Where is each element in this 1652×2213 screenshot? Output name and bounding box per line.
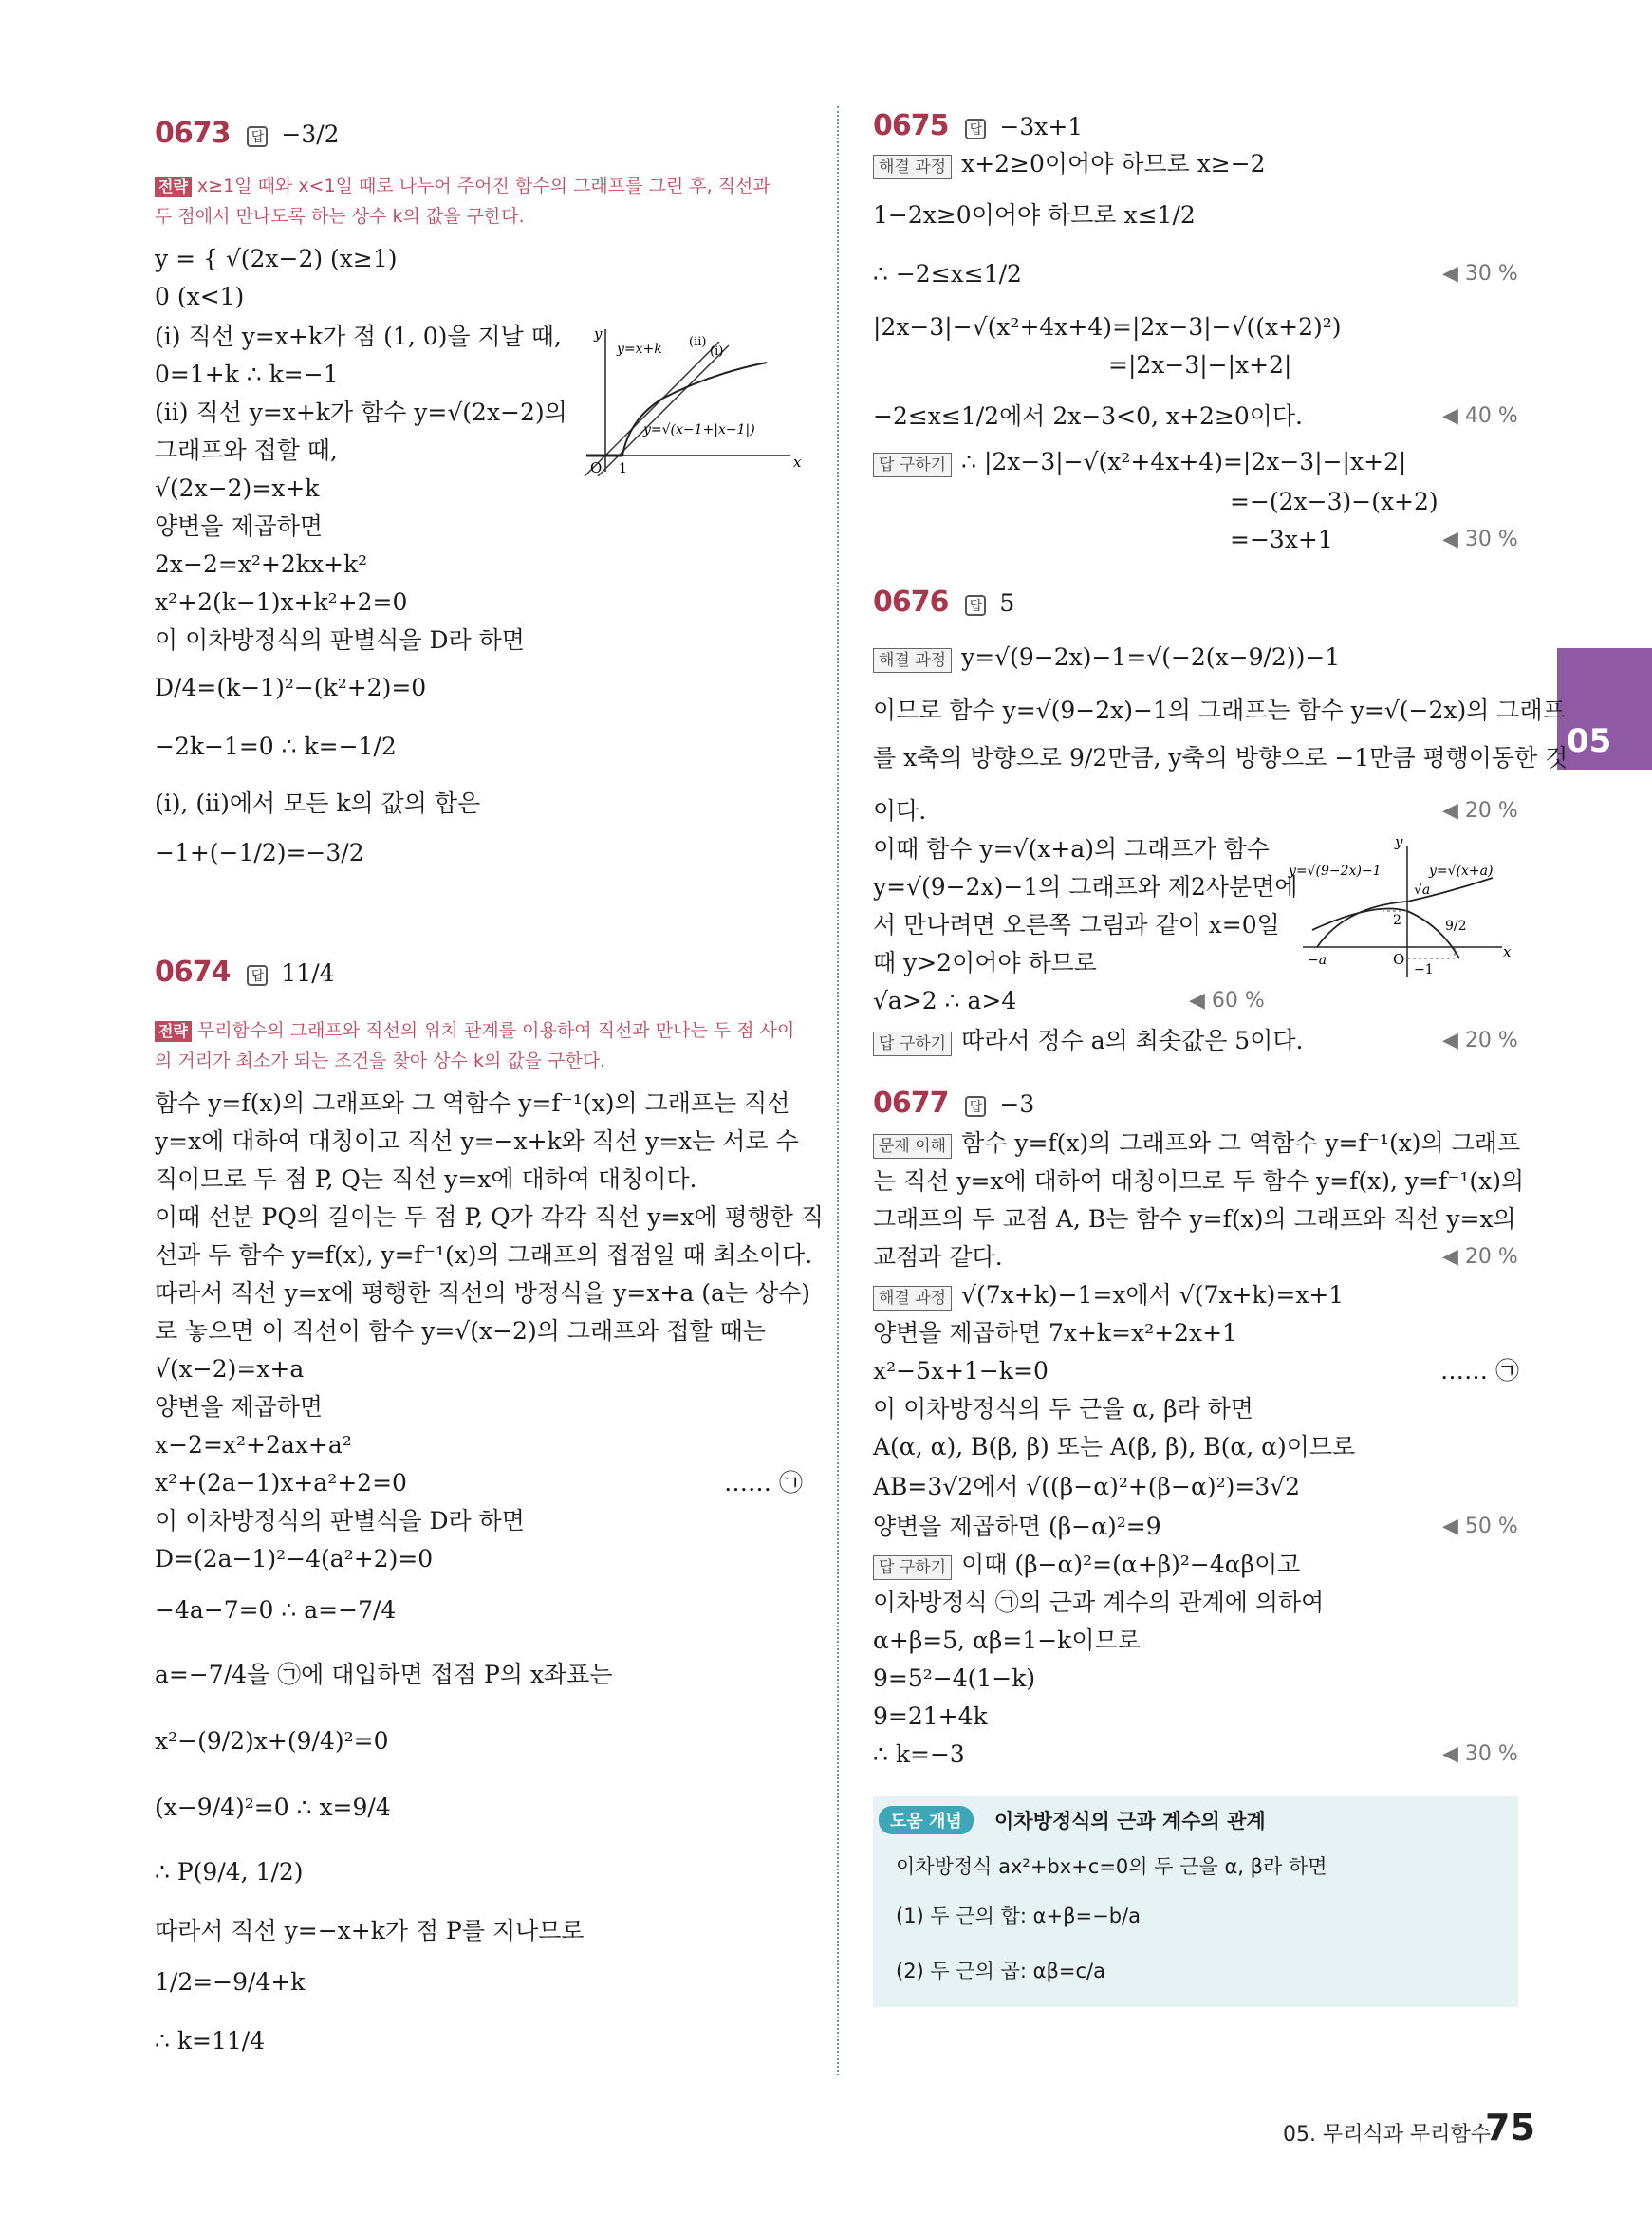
graph-0676 (1289, 835, 1516, 987)
strategy-tag: 전략 (155, 1021, 192, 1042)
graph-case-i: (i) (710, 344, 724, 359)
graph-curve1-label: y=√(9−2x)−1 (1289, 864, 1382, 879)
solution-line: 이 이차방정식의 판별식을 D라 하면 (155, 626, 525, 654)
solution-text: ∴ |2x−3|−√(x²+4x+4)=|2x−3|−|x+2| (961, 448, 1407, 475)
answer-icon: 답 (247, 965, 268, 986)
problem-number: 0676 (873, 586, 949, 619)
solution-line: D/4=(k−1)²−(k²+2)=0 (155, 674, 427, 701)
helper-item-product: (2) 두 근의 곱: αβ=c/a (896, 1960, 1105, 1982)
solution-line: x²−(9/2)x+(9/4)²=0 (155, 1727, 389, 1755)
solution-line: 2x−2=x²+2kx+k² (155, 550, 368, 578)
solution-line: 양변을 제곱하면 (155, 1393, 323, 1421)
solution-line (873, 1549, 1300, 1581)
stage-label: 답 구하기 (873, 1555, 952, 1580)
equation-marker: …… ㉠ (724, 1469, 803, 1497)
solution-line: 이차방정식 ㉠의 근과 계수의 관계에 의하여 (873, 1589, 1325, 1616)
solution-line: 직이므로 두 점 P, Q는 직선 y=x에 대하여 대칭이다. (155, 1165, 697, 1193)
solution-line: A(α, α), B(β, β) 또는 A(β, β), B(α, α)이므로 (873, 1433, 1356, 1460)
answer-icon: 답 (247, 126, 268, 147)
solution-line (873, 148, 1266, 180)
problem-number: 0675 (873, 109, 949, 142)
solution-line: 따라서 직선 y=x에 평행한 직선의 방정식을 y=x+a (a는 상수) (155, 1279, 811, 1307)
solution-line: ∴ −2≤x≤1/2 (873, 260, 1022, 288)
solution-line (873, 1279, 1344, 1311)
solution-line: 이때 함수 y=√(x+a)의 그래프가 함수 (873, 835, 1270, 863)
stage-label: 해결 과정 (873, 1286, 952, 1311)
graph-y-label: y (1395, 835, 1403, 850)
graph-0673 (577, 325, 809, 476)
score-badge: ◀ 40 % (1442, 404, 1518, 428)
answer-value: 5 (999, 589, 1015, 617)
sqrt-curve (622, 363, 767, 456)
solution-line: 그래프와 접할 때, (155, 437, 338, 464)
graph-x-label: x (793, 454, 802, 471)
solution-line: 선과 두 함수 y=f(x), y=f⁻¹(x)의 그래프의 접점일 때 최소이다. (155, 1241, 813, 1269)
solution-line: (ii) 직선 y=x+k가 함수 y=√(2x−2)의 (155, 399, 567, 426)
problem-0677-header (873, 1088, 1034, 1121)
solution-line: x²−5x+1−k=0 (873, 1357, 1049, 1385)
strategy-line: 두 점에서 만나도록 하는 상수 k의 값을 구한다. (155, 206, 525, 227)
solution-line: 서 만나려면 오른쪽 그림과 같이 x=0일 (873, 911, 1280, 939)
solution-line: 1/2=−9/4+k (155, 1968, 306, 1996)
solution-line: 이 이차방정식의 판별식을 D라 하면 (155, 1507, 525, 1534)
helper-intro: 이차방정식 ax²+bx+c=0의 두 근을 α, β라 하면 (896, 1855, 1327, 1878)
solution-line: √(2x−2)=x+k (155, 474, 320, 502)
graph-neg-a: −a (1308, 953, 1327, 968)
graph-curve-label: y=√(x−1+|x−1|) (643, 422, 755, 437)
solution-line: 따라서 직선 y=−x+k가 점 P를 지나므로 (155, 1917, 585, 1944)
solution-line: y = { √(2x−2) (x≥1) (155, 245, 398, 272)
solution-line: =−(2x−3)−(x+2) (1230, 488, 1439, 515)
graph-neg-one: −1 (1414, 962, 1434, 977)
answer-value: −3/2 (281, 121, 340, 148)
solution-line: 양변을 제곱하면 (155, 512, 323, 540)
solution-line: 함수 y=f(x)의 그래프와 그 역함수 y=f⁻¹(x)의 그래프는 직선 (155, 1089, 790, 1117)
graph-y-label: y (594, 325, 603, 343)
helper-tag: 도움 개념 (879, 1806, 974, 1834)
score-badge: ◀ 30 % (1442, 262, 1518, 286)
curve-sqrt-9-minus-2x (1312, 909, 1459, 959)
solution-line: 양변을 제곱하면 (β−α)²=9 (873, 1513, 1161, 1540)
score-badge: ◀ 20 % (1442, 1029, 1518, 1052)
stage-label: 답 구하기 (873, 1032, 952, 1056)
solution-text: 따라서 정수 a의 최솟값은 5이다. (961, 1027, 1304, 1054)
score-badge: ◀ 60 % (1189, 989, 1265, 1013)
helper-concept-box (873, 1796, 1518, 2007)
problem-number: 0674 (155, 956, 231, 989)
helper-item-sum: (1) 두 근의 합: α+β=−b/a (896, 1905, 1141, 1927)
solution-line: 이다. (873, 797, 927, 825)
problem-0673-header (155, 118, 340, 151)
score-badge: ◀ 30 % (1442, 1742, 1518, 1766)
footer-chapter: 05. 무리식과 무리함수 (1283, 2123, 1491, 2147)
score-badge: ◀ 20 % (1442, 799, 1518, 823)
graph-origin: O (1393, 951, 1405, 968)
page-number: 75 (1485, 2107, 1535, 2148)
graph-nine-half: 9/2 (1445, 919, 1467, 934)
strategy-tag: 전략 (155, 177, 192, 197)
graph-sqrt-a: √a (1414, 883, 1431, 898)
chapter-side-tab-label: 05 (1567, 722, 1612, 760)
solution-line: 로 놓으면 이 직선이 함수 y=√(x−2)의 그래프와 접할 때는 (155, 1317, 766, 1345)
solution-text: x+2≥0이어야 하므로 x≥−2 (961, 150, 1266, 177)
solution-line: D=(2a−1)²−4(a²+2)=0 (155, 1545, 434, 1572)
solution-line: 는 직선 y=x에 대하여 대칭이므로 두 함수 y=f(x), y=f⁻¹(x)의 (873, 1167, 1525, 1195)
solution-line: ∴ k=11/4 (155, 2027, 266, 2055)
solution-line: =|2x−3|−|x+2| (1108, 351, 1292, 379)
solution-line (873, 642, 1340, 674)
problem-0674-header (155, 957, 335, 990)
solution-line: =−3x+1 (1230, 526, 1333, 553)
answer-icon: 답 (965, 119, 986, 139)
solution-text: 이때 (β−α)²=(α+β)²−4αβ이고 (961, 1551, 1301, 1578)
solution-line: |2x−3|−√(x²+4x+4)=|2x−3|−√((x+2)²) (873, 313, 1342, 341)
solution-line: 9=5²−4(1−k) (873, 1664, 1036, 1692)
solution-line: 이 이차방정식의 두 근을 α, β라 하면 (873, 1395, 1253, 1423)
solution-line: 양변을 제곱하면 7x+k=x²+2x+1 (873, 1319, 1237, 1347)
solution-line: 이때 선분 PQ의 길이는 두 점 P, Q가 각각 직선 y=x에 평행한 직 (155, 1203, 825, 1231)
chapter-side-tab (1557, 648, 1652, 770)
curve-sqrt-x-plus-a (1317, 878, 1493, 947)
solution-line: (i), (ii)에서 모든 k의 값의 합은 (155, 790, 481, 817)
strategy-line (155, 171, 770, 201)
problem-0675-header (873, 110, 1083, 143)
solution-text: y=√(9−2x)−1=√(−2(x−9/2))−1 (961, 643, 1341, 671)
answer-value: 11/4 (281, 959, 335, 987)
solution-line: x−2=x²+2ax+a² (155, 1431, 352, 1459)
solution-line: 교점과 같다. (873, 1243, 1003, 1271)
strategy-text: 무리함수의 그래프와 직선의 위치 관계를 이용하여 직선과 만나는 두 점 사이 (196, 1020, 795, 1041)
solution-text: 함수 y=f(x)의 그래프와 그 역함수 y=f⁻¹(x)의 그래프 (961, 1129, 1521, 1157)
answer-icon: 답 (965, 1096, 986, 1117)
solution-line: −2≤x≤1/2에서 2x−3<0, x+2≥0이다. (873, 402, 1303, 430)
solution-line (873, 446, 1406, 478)
graph-two: 2 (1393, 913, 1401, 928)
solution-line: √a>2 ∴ a>4 (873, 987, 1017, 1014)
stage-label: 해결 과정 (873, 648, 952, 673)
solution-line: −4a−7=0 ∴ a=−7/4 (155, 1596, 397, 1624)
answer-icon: 답 (965, 595, 986, 616)
strategy-text: x≥1일 때와 x<1일 때로 나누어 주어진 함수의 그래프를 그린 후, 직선과 (196, 176, 770, 196)
strategy-line (155, 1015, 794, 1046)
solution-line: y=√(9−2x)−1의 그래프와 제2사분면에 (873, 873, 1298, 901)
solution-line: 를 x축의 방향으로 9/2만큼, y축의 방향으로 −1만큼 평행이동한 것 (873, 744, 1568, 772)
solution-line: ∴ P(9/4, 1/2) (155, 1858, 304, 1886)
graph-origin: O (590, 459, 603, 476)
solution-line: (i) 직선 y=x+k가 점 (1, 0)을 지날 때, (155, 323, 562, 350)
strategy-line: 의 거리가 최소가 되는 조건을 찾아 상수 k의 값을 구한다. (155, 1051, 606, 1071)
solution-line: 때 y>2이어야 하므로 (873, 949, 1097, 976)
solution-line: AB=3√2에서 √((β−α)²+(β−α)²)=3√2 (873, 1473, 1301, 1500)
stage-label: 문제 이해 (873, 1134, 952, 1159)
helper-title: 이차방정식의 근과 계수의 관계 (994, 1810, 1266, 1832)
graph-line-label: y=x+k (617, 342, 662, 357)
answer-value: −3 (999, 1090, 1035, 1118)
problem-number: 0673 (155, 117, 231, 150)
solution-line: (x−9/4)²=0 ∴ x=9/4 (155, 1794, 391, 1821)
score-badge: ◀ 20 % (1442, 1245, 1518, 1269)
solution-line: y=x에 대하여 대칭이고 직선 y=−x+k와 직선 y=x는 서로 수 (155, 1127, 799, 1155)
solution-line: ∴ k=−3 (873, 1740, 965, 1768)
solution-line: α+β=5, αβ=1−k이므로 (873, 1627, 1141, 1654)
answer-value: −3x+1 (999, 113, 1084, 140)
solution-line: −2k−1=0 ∴ k=−1/2 (155, 733, 397, 760)
solution-line: 0 (x<1) (155, 283, 245, 310)
stage-label: 해결 과정 (873, 155, 952, 179)
solution-text: √(7x+k)−1=x에서 √(7x+k)=x+1 (961, 1281, 1345, 1309)
graph-curve2-label: y=√(x+a) (1429, 864, 1494, 879)
graph-case-ii: (ii) (689, 335, 707, 349)
solution-line: 0=1+k ∴ k=−1 (155, 361, 339, 388)
solution-line (873, 1025, 1303, 1057)
solution-line: 9=21+4k (873, 1702, 988, 1730)
solution-line: 이므로 함수 y=√(9−2x)−1의 그래프는 함수 y=√(−2x)의 그래프 (873, 697, 1566, 724)
problem-number: 0677 (873, 1087, 949, 1120)
problem-0676-header (873, 586, 1014, 620)
solution-line: a=−7/4을 ㉠에 대입하면 접점 P의 x좌표는 (155, 1661, 613, 1688)
solution-line (873, 1127, 1520, 1160)
solution-line: √(x−2)=x+a (155, 1355, 305, 1383)
solution-line: −1+(−1/2)=−3/2 (155, 839, 364, 866)
graph-x-label: x (1503, 943, 1512, 960)
score-badge: ◀ 30 % (1442, 528, 1518, 551)
column-divider (837, 106, 839, 2075)
score-badge: ◀ 50 % (1442, 1515, 1518, 1538)
solution-line: x²+(2a−1)x+a²+2=0 (155, 1469, 407, 1497)
equation-marker: …… ㉠ (1440, 1357, 1519, 1385)
stage-label: 답 구하기 (873, 453, 952, 477)
solution-line: 1−2x≥0이어야 하므로 x≤1/2 (873, 201, 1196, 229)
solution-line: x²+2(k−1)x+k²+2=0 (155, 588, 408, 616)
graph-one-label: 1 (619, 461, 627, 476)
solution-line: 그래프의 두 교점 A, B는 함수 y=f(x)의 그래프와 직선 y=x의 (873, 1205, 1516, 1233)
